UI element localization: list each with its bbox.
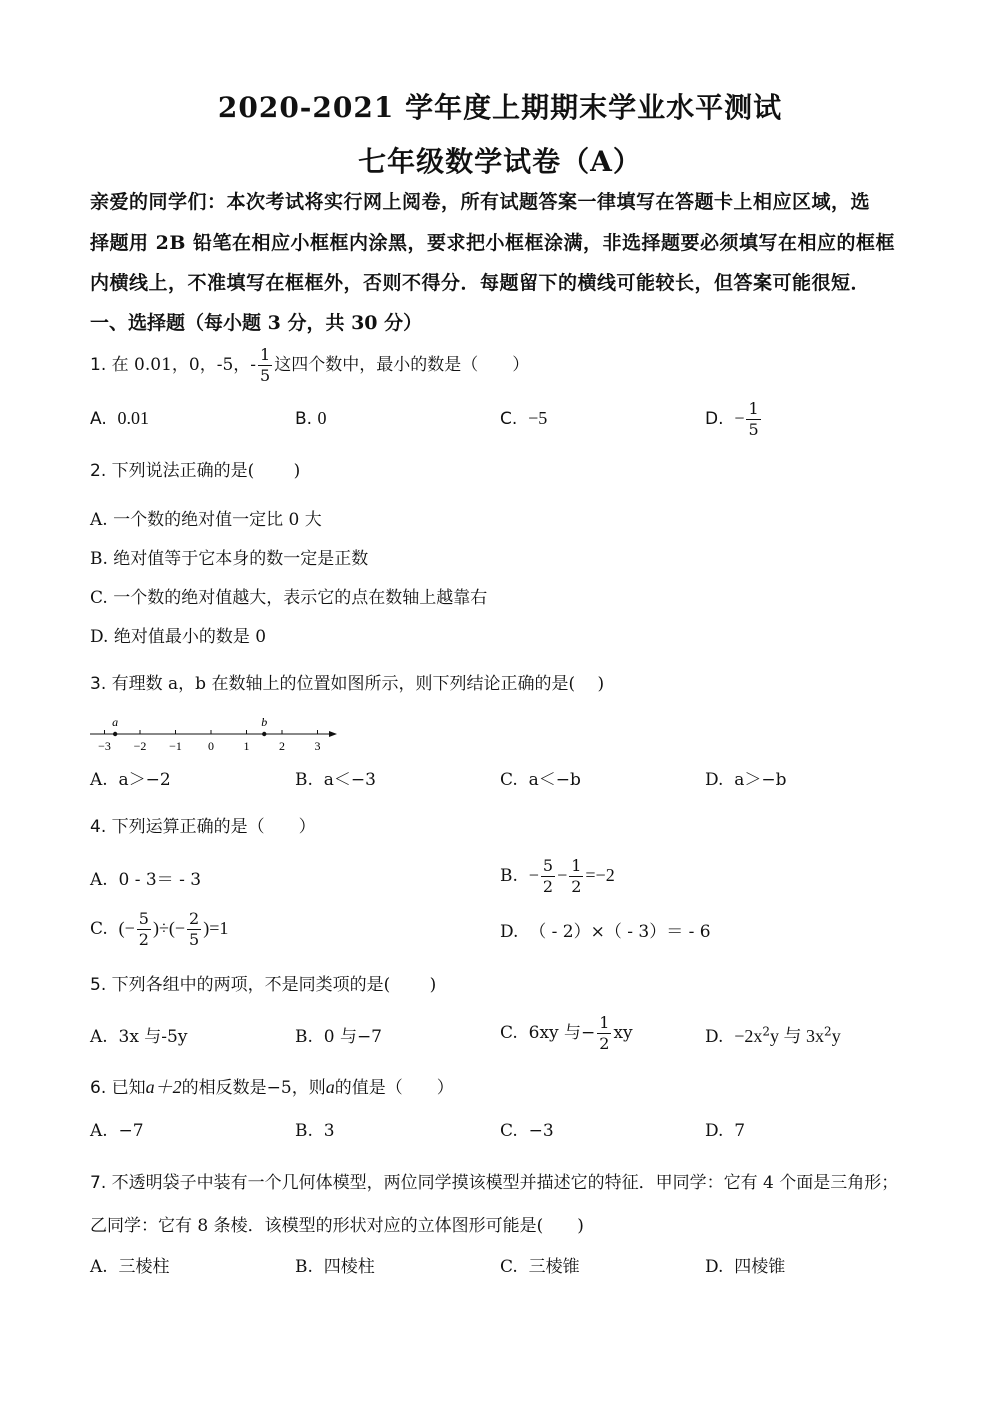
option-b[interactable]: B. 绝对值等于它本身的数一定是正数 <box>90 549 369 569</box>
intro-line-2: 择题用 2B 铅笔在相应小框框内涂黑，要求把小框框涂满，非选择题要必须填写在相应的框框 <box>90 232 896 254</box>
fraction: $\frac{5}{2}$ <box>542 856 554 896</box>
option-b[interactable]: B. 0 与−7 <box>295 1027 382 1047</box>
number-line-tick-label: −2 <box>133 739 147 753</box>
option-a[interactable]: A. a＞−2 <box>90 770 171 790</box>
question-number: 3. <box>90 674 107 694</box>
question-number: 7. <box>90 1173 107 1193</box>
question-2 <box>90 456 300 481</box>
question-text: 不透明袋子中装有一个几何体模型，两位同学摸该模型并描述它的特征．甲同学：它有 4 个面是三角形； <box>111 1173 899 1193</box>
question-text: 下列运算正确的是（ ） <box>111 817 316 837</box>
intro-line-3: 内横线上，不准填写在框框外，否则不得分．每题留下的横线可能较长，但答案可能很短． <box>90 272 871 294</box>
option-c[interactable]: C. a＜−b <box>500 770 581 790</box>
exam-subtitle: 七年级数学试卷（A） <box>358 145 642 178</box>
option-b[interactable]: B. 四棱柱 <box>295 1257 375 1277</box>
option-b[interactable]: B. 3 <box>295 1121 335 1141</box>
option-c[interactable]: C. 三棱锥 <box>500 1257 580 1277</box>
number-line-tick-label: 0 <box>208 739 214 753</box>
number-line-point-b <box>262 732 266 736</box>
question-text: 下列各组中的两项，不是同类项的是( ) <box>111 975 437 995</box>
arrow-icon <box>329 731 337 737</box>
number-line-tick-label: 2 <box>279 739 285 753</box>
option-a[interactable]: A. 0 - 3＝ - 3 <box>90 870 202 890</box>
question-text: 下列说法正确的是( ) <box>111 461 301 481</box>
math-expression: a＋2 <box>145 1077 182 1097</box>
number-line-point-label: b <box>261 715 268 729</box>
question-6: 6. 已知a＋2的相反数是−5，则a的值是（ ） <box>90 1077 454 1098</box>
question-5 <box>90 970 436 995</box>
fraction: $\frac{1}{5}$ <box>748 399 759 439</box>
option-d[interactable]: D. − $\frac{1}{5}$ <box>705 399 759 439</box>
question-4 <box>90 812 316 837</box>
question-number: 4. <box>90 817 107 837</box>
question-3 <box>90 669 604 694</box>
option-c[interactable]: C. −5 <box>500 408 548 429</box>
option-d[interactable]: D. a＞−b <box>705 770 787 790</box>
fraction: $\frac{1}{2}$ <box>571 856 582 896</box>
option-d[interactable]: D. 7 <box>705 1121 746 1141</box>
option-c[interactable]: C. (− $\frac{5}{2}$ )÷(− $\frac{2}{5}$ )=1 <box>90 909 229 949</box>
number-line-tick-label: −1 <box>169 739 182 753</box>
question-number: 6. <box>90 1078 107 1098</box>
question-number: 2. <box>90 461 107 481</box>
question-7-line-2: 乙同学：它有 8 条棱．该模型的形状对应的立体图形可能是( ) <box>90 1216 584 1236</box>
fraction: $\frac{2}{5}$ <box>189 909 200 949</box>
number-line-point-a <box>113 732 117 736</box>
fraction: $\frac{1}{5}$ <box>260 345 271 385</box>
section-heading: 一、选择题（每小题 3 分，共 30 分） <box>90 312 423 334</box>
number-line-point-label: a <box>112 715 119 729</box>
question-text: 有理数 a，b 在数轴上的位置如图所示，则下列结论正确的是( ) <box>111 674 605 694</box>
intro-line-1: 亲爱的同学们：本次考试将实行网上阅卷，所有试题答案一律填写在答题卡上相应区域，选 <box>90 191 871 213</box>
option-b[interactable]: B. 0 <box>295 408 327 429</box>
question-1 <box>90 340 529 390</box>
number-line-tick-label: 1 <box>243 739 250 753</box>
option-a[interactable]: A. 三棱柱 <box>90 1257 170 1277</box>
option-d[interactable]: D. （ - 2）×（ - 3）＝ - 6 <box>500 922 711 942</box>
option-b[interactable]: B. − $\frac{5}{2}$ − $\frac{1}{2}$ =−2 <box>500 856 615 896</box>
question-number: 5. <box>90 975 107 995</box>
question-text: 这四个数中，最小的数是（ ） <box>274 355 530 375</box>
option-c[interactable]: C. 6xy 与− $\frac{1}{2}$ xy <box>500 1013 633 1053</box>
question-text: 在 0.01，0，-5，- <box>111 355 257 375</box>
fraction: $\frac{1}{2}$ <box>599 1013 610 1053</box>
question-number: 1. <box>90 355 107 375</box>
option-c[interactable]: C. 一个数的绝对值越大，表示它的点在数轴上越靠右 <box>90 588 488 608</box>
option-a[interactable]: A. 0.01 <box>90 408 150 429</box>
fraction: $\frac{5}{2}$ <box>138 909 149 949</box>
option-c[interactable]: C. −3 <box>500 1121 554 1141</box>
number-line-tick-label: 3 <box>314 739 321 753</box>
number-line-tick-label: −3 <box>98 739 111 753</box>
option-b[interactable]: B. a＜−3 <box>295 770 376 790</box>
option-a[interactable]: A. −7 <box>90 1121 144 1141</box>
option-a[interactable]: A. 一个数的绝对值一定比 0 大 <box>90 510 322 530</box>
option-d[interactable]: D. $-2x^2y$ 与 $3x^2y$ <box>705 1024 841 1047</box>
option-d[interactable]: D. 绝对值最小的数是 0 <box>90 627 267 647</box>
option-d[interactable]: D. 四棱锥 <box>705 1257 786 1277</box>
number-line-figure <box>85 708 350 756</box>
math-variable: a <box>325 1077 335 1097</box>
exam-title: 2020-2021 学年度上期期末学业水平测试 <box>217 91 783 124</box>
option-a[interactable]: A. 3x 与-5y <box>90 1027 188 1047</box>
question-7 <box>90 1168 898 1193</box>
